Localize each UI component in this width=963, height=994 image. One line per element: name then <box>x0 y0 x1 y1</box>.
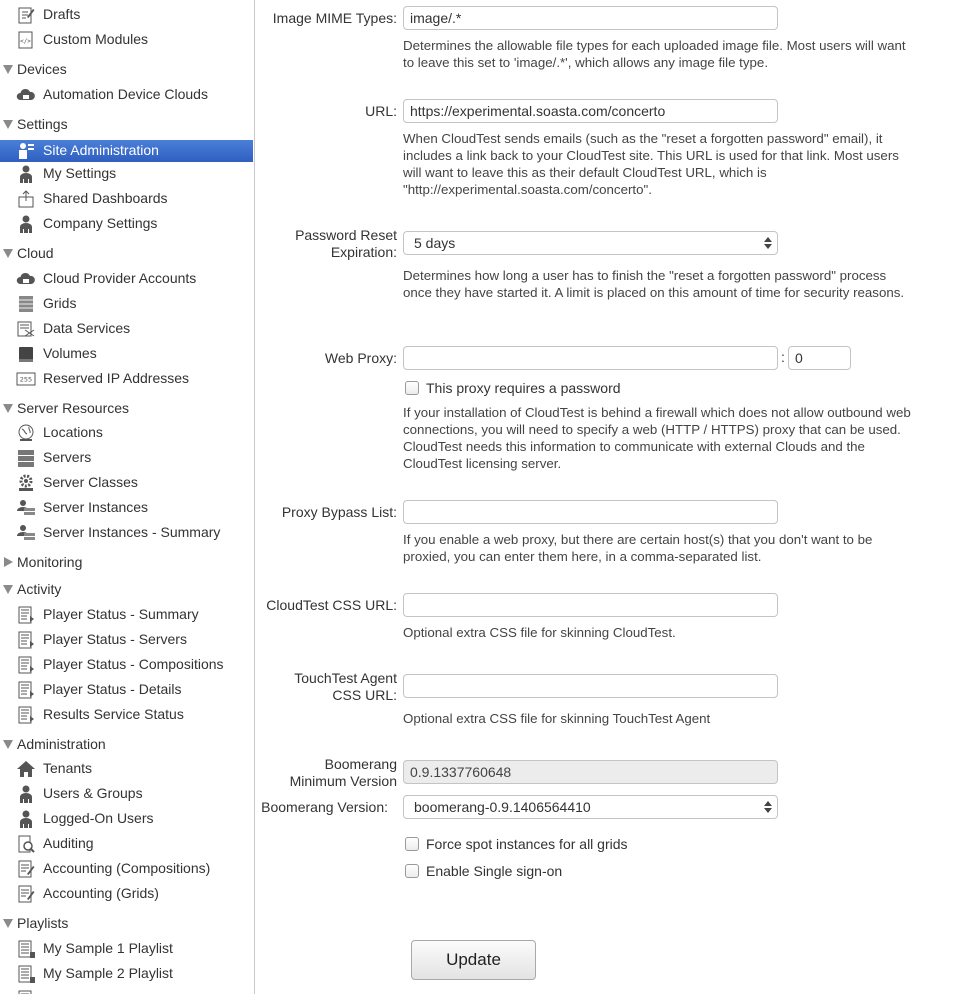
update-button[interactable]: Update <box>411 940 536 980</box>
status-doc-icon <box>16 705 36 725</box>
proxy-password-label: This proxy requires a password <box>426 380 621 396</box>
select-arrows-icon <box>764 235 772 251</box>
sidebar-item-accounting-grids[interactable] <box>0 883 253 905</box>
expanded-triangle-icon[interactable] <box>3 919 13 928</box>
grid-icon <box>16 294 36 314</box>
boomerang-version-value: boomerang-0.9.1406564410 <box>414 799 591 815</box>
sidebar-item-label: Custom Modules <box>43 31 149 47</box>
sidebar-item-label: Cloud Provider Accounts <box>43 270 197 286</box>
user-icon <box>16 809 36 829</box>
expanded-triangle-icon[interactable] <box>3 249 13 258</box>
sidebar-item-label: Monitoring <box>17 554 83 570</box>
sidebar-item-label: Servers <box>43 449 92 465</box>
sidebar-category-playlists[interactable] <box>0 913 253 935</box>
sidebar-item-auditing[interactable] <box>0 833 253 855</box>
sidebar-item-automation-device-clouds[interactable] <box>0 84 253 106</box>
sidebar-item-label: Automation Device Clouds <box>43 86 208 102</box>
share-icon <box>16 189 36 209</box>
sidebar-category-cloud[interactable] <box>0 243 253 265</box>
sidebar-item-my-settings[interactable] <box>0 163 253 185</box>
css-url-help: Optional extra CSS file for skinning CloudTest. <box>403 625 676 640</box>
sidebar-item-company-settings[interactable] <box>0 213 253 235</box>
sidebar-item-reserved-ip-addresses[interactable] <box>0 368 253 390</box>
sidebar-item-label: Grids <box>43 295 77 311</box>
globe-icon <box>16 423 36 443</box>
sidebar-category-administration[interactable] <box>0 734 253 756</box>
sidebar-item-grids[interactable] <box>0 293 253 315</box>
touchtest-css-label: TouchTest Agent CSS URL: <box>294 670 397 703</box>
sidebar-item-label: Cloud <box>17 245 54 261</box>
data-service-icon <box>16 319 36 339</box>
accounting-icon <box>16 884 36 904</box>
sidebar-item-label: Server Resources <box>17 400 130 416</box>
sidebar-item-accounting-compositions[interactable] <box>0 858 253 880</box>
image-mime-label: Image MIME Types: <box>272 10 397 26</box>
touchtest-css-help: Optional extra CSS file for skinning TouchTest Agent <box>403 711 711 726</box>
sidebar-item-label: Locations <box>43 424 103 440</box>
svg-text:</>: </> <box>20 38 31 45</box>
single-signon-checkbox[interactable] <box>405 864 419 878</box>
volume-icon <box>16 344 36 364</box>
sidebar-item-label: Drafts <box>43 6 81 22</box>
server-instance-icon <box>16 498 36 518</box>
svg-text:255: 255 <box>19 375 33 384</box>
playlist-icon <box>16 964 36 984</box>
status-doc-icon <box>16 630 36 650</box>
sidebar-item-label: Server Classes <box>43 474 138 490</box>
force-spot-checkbox-row[interactable] <box>405 836 705 854</box>
proxy-port-separator: : <box>781 349 785 365</box>
server-instance-icon <box>16 523 36 543</box>
boomerang-min-label: Boomerang Minimum Version <box>289 756 397 789</box>
site-admin-icon <box>16 141 36 161</box>
user-icon <box>16 214 36 234</box>
sidebar-item-label: Site Administration <box>43 142 159 158</box>
sidebar-item-label: My Sample 2 Playlist <box>43 965 173 981</box>
sidebar-item-drafts[interactable] <box>0 4 253 26</box>
sidebar-item-label: Tenants <box>43 760 93 776</box>
touchtest-css-input[interactable] <box>403 674 778 698</box>
expanded-triangle-icon[interactable] <box>3 740 13 749</box>
home-icon <box>16 759 36 779</box>
web-proxy-label: Web Proxy: <box>324 350 397 366</box>
sidebar-item-label: Administration <box>17 736 106 752</box>
user-icon <box>16 784 36 804</box>
sidebar-item-users-groups[interactable] <box>0 783 253 805</box>
sidebar-item-server-instances[interactable] <box>0 497 253 519</box>
sidebar-item-tenants[interactable] <box>0 758 253 780</box>
status-doc-icon <box>16 680 36 700</box>
sidebar-item-label: Results Service Status <box>43 706 184 722</box>
single-signon-checkbox-row[interactable] <box>405 863 705 881</box>
sidebar-item-data-services[interactable] <box>0 318 253 340</box>
force-spot-label: Force spot instances for all grids <box>426 836 628 852</box>
proxy-bypass-help: If you enable a web proxy, but there are certain host(s) that you don't want to be proxied, you can enter them here, in a comma-separated list. <box>403 532 873 564</box>
sidebar-item-shared-dashboards[interactable] <box>0 188 253 210</box>
sidebar-category-server-resources[interactable] <box>0 398 253 420</box>
sidebar-item-custom-modules[interactable] <box>0 29 253 51</box>
navigation-sidebar <box>0 0 255 994</box>
sidebar-item-server-instances-summary[interactable] <box>0 522 253 544</box>
proxy-password-checkbox[interactable] <box>405 381 419 395</box>
proxy-bypass-label: Proxy Bypass List: <box>281 504 397 520</box>
url-input[interactable] <box>403 99 778 123</box>
sidebar-item-label: Activity <box>17 581 62 597</box>
sidebar-item-player-status-compositions[interactable] <box>0 654 253 676</box>
gear-icon <box>16 473 36 493</box>
sidebar-item-label: Player Status - Summary <box>43 606 199 622</box>
sidebar-item-label: Logged-On Users <box>43 810 154 826</box>
sidebar-item-player-status-summary[interactable] <box>0 604 253 626</box>
sidebar-item-player-status-servers[interactable] <box>0 629 253 651</box>
proxy-bypass-input[interactable] <box>403 500 778 524</box>
sidebar-item-results-service-status[interactable] <box>0 704 253 726</box>
playlist-icon <box>16 939 36 959</box>
sidebar-item-label: Accounting (Compositions) <box>43 860 211 876</box>
sidebar-item-label: Player Status - Compositions <box>43 656 224 672</box>
password-reset-select[interactable] <box>403 231 778 255</box>
boomerang-version-select[interactable] <box>403 795 778 819</box>
select-arrows-icon <box>764 799 772 815</box>
collapsed-triangle-icon[interactable] <box>4 557 13 567</box>
sidebar-item-label: Player Status - Servers <box>43 631 187 647</box>
site-administration-form <box>256 0 963 994</box>
url-help: When CloudTest sends emails (such as the "reset a forgotten password" email), it includes a link back to your CloudTest site. This URL is used for that link. Most users will want to leave this as their default CloudTest URL, which is "http://experimental.soasta.com/concerto". <box>403 131 899 197</box>
sidebar-item-label: Devices <box>17 61 67 77</box>
sidebar-item-my-sample-2-playlist[interactable] <box>0 963 253 985</box>
sidebar-item-label: Settings <box>17 116 68 132</box>
boomerang-min-input <box>403 760 778 784</box>
sidebar-item-player-status-details[interactable] <box>0 679 253 701</box>
password-reset-label: Password Reset Expiration: <box>295 227 397 260</box>
expanded-triangle-icon[interactable] <box>3 404 13 413</box>
web-proxy-port-input[interactable] <box>788 346 851 370</box>
expanded-triangle-icon[interactable] <box>3 65 13 74</box>
sidebar-item-label: Player Status - Details <box>43 681 182 697</box>
cloud-icon <box>16 85 36 105</box>
sidebar-item-label: Playlists <box>17 915 69 931</box>
accounting-icon <box>16 859 36 879</box>
web-proxy-host-input[interactable] <box>403 346 778 370</box>
sidebar-item-site-administration[interactable] <box>0 140 253 162</box>
sidebar-item-label: Shared Dashboards <box>43 190 168 206</box>
sidebar-item-label: Company Settings <box>43 215 158 231</box>
sidebar-item-cloud-provider-accounts[interactable] <box>0 268 253 290</box>
ip-address-icon <box>16 369 36 389</box>
sidebar-item-label: Volumes <box>43 345 97 361</box>
proxy-password-checkbox-row[interactable] <box>405 380 705 398</box>
sidebar-category-activity[interactable] <box>0 579 253 601</box>
css-url-label: CloudTest CSS URL: <box>266 597 397 613</box>
audit-icon <box>16 834 36 854</box>
user-icon <box>16 164 36 184</box>
sidebar-item-my-sample-1-playlist[interactable] <box>0 938 253 960</box>
sidebar-item-label: My Sample 1 Playlist <box>43 940 173 956</box>
sidebar-item-label: Server Instances <box>43 499 149 515</box>
sidebar-item-partial[interactable] <box>0 988 253 994</box>
expanded-triangle-icon[interactable] <box>3 585 13 594</box>
server-icon <box>16 448 36 468</box>
url-label: URL: <box>365 103 397 119</box>
drafts-icon <box>16 5 36 25</box>
password-reset-value: 5 days <box>414 235 456 251</box>
sidebar-category-devices[interactable] <box>0 59 253 81</box>
sidebar-category-settings[interactable] <box>0 114 253 136</box>
sidebar-item-label: My Settings <box>43 165 117 181</box>
sidebar-item-label: Users & Groups <box>43 785 143 801</box>
web-proxy-help: If your installation of CloudTest is behind a firewall which does not allow outbound web connections, you will need to specify a web (HTTP / HTTPS) proxy that can be used. CloudTest needs this information to communicate with external Clouds and the CloudTest licensing server. <box>403 405 911 471</box>
expanded-triangle-icon[interactable] <box>3 120 13 129</box>
sidebar-item-label: Reserved IP Addresses <box>43 370 190 386</box>
custom-module-icon <box>16 30 36 50</box>
image-mime-input[interactable] <box>403 6 778 30</box>
sidebar-item-logged-on-users[interactable] <box>0 808 253 830</box>
sidebar-item-label: Data Services <box>43 320 131 336</box>
sidebar-item-label: Accounting (Grids) <box>43 885 159 901</box>
status-doc-icon <box>16 655 36 675</box>
cloud-icon <box>16 269 36 289</box>
single-signon-label: Enable Single sign-on <box>426 863 563 879</box>
sidebar-item-servers[interactable] <box>0 447 253 469</box>
sidebar-item-label: Server Instances - Summary <box>43 524 221 540</box>
sidebar-item-locations[interactable] <box>0 422 253 444</box>
status-doc-icon <box>16 605 36 625</box>
image-mime-help: Determines the allowable file types for each uploaded image file. Most users will want to leave this set to 'image/.*', which allows any image file type. <box>403 38 906 70</box>
sidebar-item-server-classes[interactable] <box>0 472 253 494</box>
boomerang-version-label: Boomerang Version: <box>261 799 388 815</box>
css-url-input[interactable] <box>403 593 778 617</box>
sidebar-item-label: Auditing <box>43 835 94 851</box>
sidebar-category-monitoring[interactable] <box>0 552 253 574</box>
playlist-icon <box>16 989 36 994</box>
password-reset-help: Determines how long a user has to finish the "reset a forgotten password" process once they have started it. A limit is placed on this amount of time for security reasons. <box>403 268 905 300</box>
force-spot-checkbox[interactable] <box>405 837 419 851</box>
sidebar-item-volumes[interactable] <box>0 343 253 365</box>
